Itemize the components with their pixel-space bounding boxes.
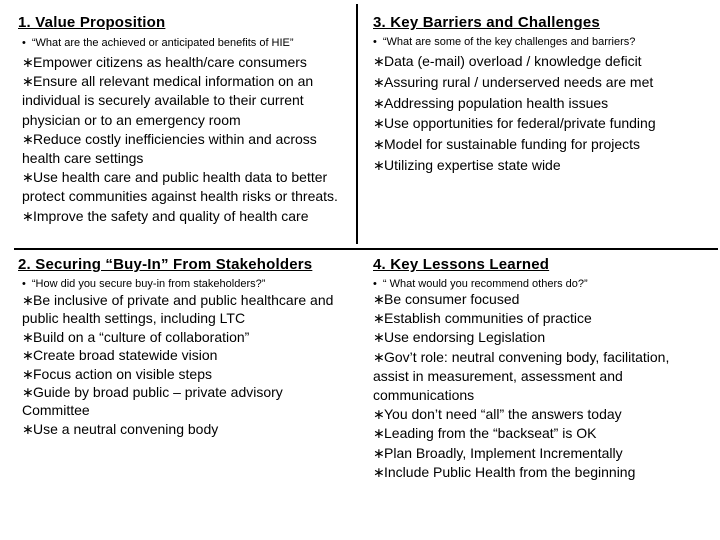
list-item: ∗Improve the safety and quality of health care bbox=[22, 207, 356, 226]
item-list bbox=[22, 291, 340, 438]
quadrant-question bbox=[22, 37, 294, 49]
asterisk-bullet-icon: ∗ bbox=[22, 54, 34, 70]
list-item: ∗Use health care and public health data to better protect communities against health risks or threats. bbox=[22, 169, 338, 205]
asterisk-bullet-icon: ∗ bbox=[22, 328, 34, 345]
asterisk-bullet-icon: ∗ bbox=[373, 156, 385, 173]
asterisk-bullet-icon: ∗ bbox=[22, 347, 34, 364]
item-list bbox=[373, 51, 717, 176]
list-item: ∗Use a neutral convening body bbox=[22, 420, 219, 437]
quadrant-securing-buy-in bbox=[0, 248, 355, 540]
list-item: ∗Ensure all relevant medical information on an individual is securely available to their current physician or to an emergency room bbox=[22, 73, 314, 128]
list-item: ∗Addressing population health issues bbox=[373, 93, 717, 114]
quadrant-lessons-learned bbox=[355, 248, 720, 540]
asterisk-bullet-icon: ∗ bbox=[373, 136, 385, 153]
list-item: ∗Gov’t role: neutral convening body, facilitation, assist in measurement, assessment and communications bbox=[373, 348, 670, 404]
asterisk-bullet-icon: ∗ bbox=[22, 365, 34, 382]
asterisk-bullet-icon: ∗ bbox=[373, 425, 385, 442]
asterisk-bullet-icon: ∗ bbox=[22, 130, 34, 147]
list-item: ∗Focus action on visible steps bbox=[22, 365, 212, 382]
list-item: ∗You don’t need “all” the answers today bbox=[373, 405, 709, 424]
list-item: ∗Model for sustainable funding for projects bbox=[373, 134, 717, 155]
asterisk-bullet-icon: ∗ bbox=[373, 115, 385, 132]
asterisk-bullet-icon: ∗ bbox=[373, 53, 385, 69]
asterisk-bullet-icon: ∗ bbox=[373, 406, 385, 423]
quadrant-question bbox=[22, 278, 265, 290]
list-item: ∗Be consumer focused bbox=[373, 290, 709, 309]
asterisk-bullet-icon: ∗ bbox=[373, 310, 385, 327]
asterisk-bullet-icon: ∗ bbox=[22, 384, 34, 401]
quadrant-value-proposition bbox=[0, 0, 355, 248]
list-item: ∗Reduce costly inefficiencies within and across health care settings bbox=[22, 130, 317, 167]
list-item: ∗Use endorsing Legislation bbox=[373, 328, 709, 347]
asterisk-bullet-icon: ∗ bbox=[22, 169, 34, 186]
asterisk-bullet-icon: ∗ bbox=[373, 291, 385, 307]
asterisk-bullet-icon: ∗ bbox=[373, 94, 385, 111]
item-list bbox=[373, 290, 709, 482]
asterisk-bullet-icon: ∗ bbox=[22, 207, 34, 224]
list-item: ∗Establish communities of practice bbox=[373, 309, 709, 328]
list-item: ∗Assuring rural / underserved needs are met bbox=[373, 72, 717, 93]
quadrant-barriers-challenges bbox=[355, 0, 720, 248]
bullet-icon: • bbox=[22, 278, 26, 290]
asterisk-bullet-icon: ∗ bbox=[373, 444, 385, 461]
asterisk-bullet-icon: ∗ bbox=[22, 73, 34, 90]
quadrant-title: 4. Key Lessons Learned bbox=[373, 256, 550, 273]
quadrant-question bbox=[373, 278, 588, 290]
quadrant-title: 2. Securing “Buy-In” From Stakeholders bbox=[18, 256, 313, 273]
list-item: ∗Utilizing expertise state wide bbox=[373, 155, 717, 176]
quadrant-question bbox=[373, 36, 635, 48]
question-text: “What are the achieved or anticipated benefits of HIE” bbox=[31, 37, 294, 49]
asterisk-bullet-icon: ∗ bbox=[373, 73, 385, 90]
asterisk-bullet-icon: ∗ bbox=[22, 292, 34, 308]
asterisk-bullet-icon: ∗ bbox=[22, 420, 34, 437]
list-item: ∗Use opportunities for federal/private funding bbox=[373, 113, 717, 134]
bullet-icon: • bbox=[373, 278, 377, 290]
quadrant-title: 1. Value Proposition bbox=[18, 14, 166, 31]
list-item: ∗Guide by broad public – private advisory Committee bbox=[22, 384, 283, 419]
list-item: ∗Data (e-mail) overload / knowledge deficit bbox=[373, 51, 717, 72]
list-item: ∗Plan Broadly, Implement Incrementally bbox=[373, 444, 709, 463]
list-item: ∗Leading from the “backseat” is OK bbox=[373, 424, 709, 443]
list-item: ∗Be inclusive of private and public healthcare and public health settings, including LTC bbox=[22, 292, 334, 327]
list-item: ∗Include Public Health from the beginning bbox=[373, 463, 709, 482]
asterisk-bullet-icon: ∗ bbox=[373, 463, 385, 480]
list-item: ∗Empower citizens as health/care consumers bbox=[22, 53, 356, 72]
list-item: ∗Create broad statewide vision bbox=[22, 347, 218, 364]
question-text: “ What would you recommend others do?” bbox=[382, 278, 588, 290]
question-text: “How did you secure buy-in from stakeholders?” bbox=[31, 278, 266, 290]
list-item: ∗Build on a “culture of collaboration” bbox=[22, 328, 250, 345]
quadrant-title: 3. Key Barriers and Challenges bbox=[373, 14, 600, 31]
asterisk-bullet-icon: ∗ bbox=[373, 329, 385, 346]
question-text: “What are some of the key challenges and barriers? bbox=[382, 36, 636, 48]
bullet-icon: • bbox=[373, 36, 377, 48]
item-list bbox=[22, 53, 356, 226]
asterisk-bullet-icon: ∗ bbox=[373, 348, 385, 365]
bullet-icon: • bbox=[22, 37, 26, 49]
